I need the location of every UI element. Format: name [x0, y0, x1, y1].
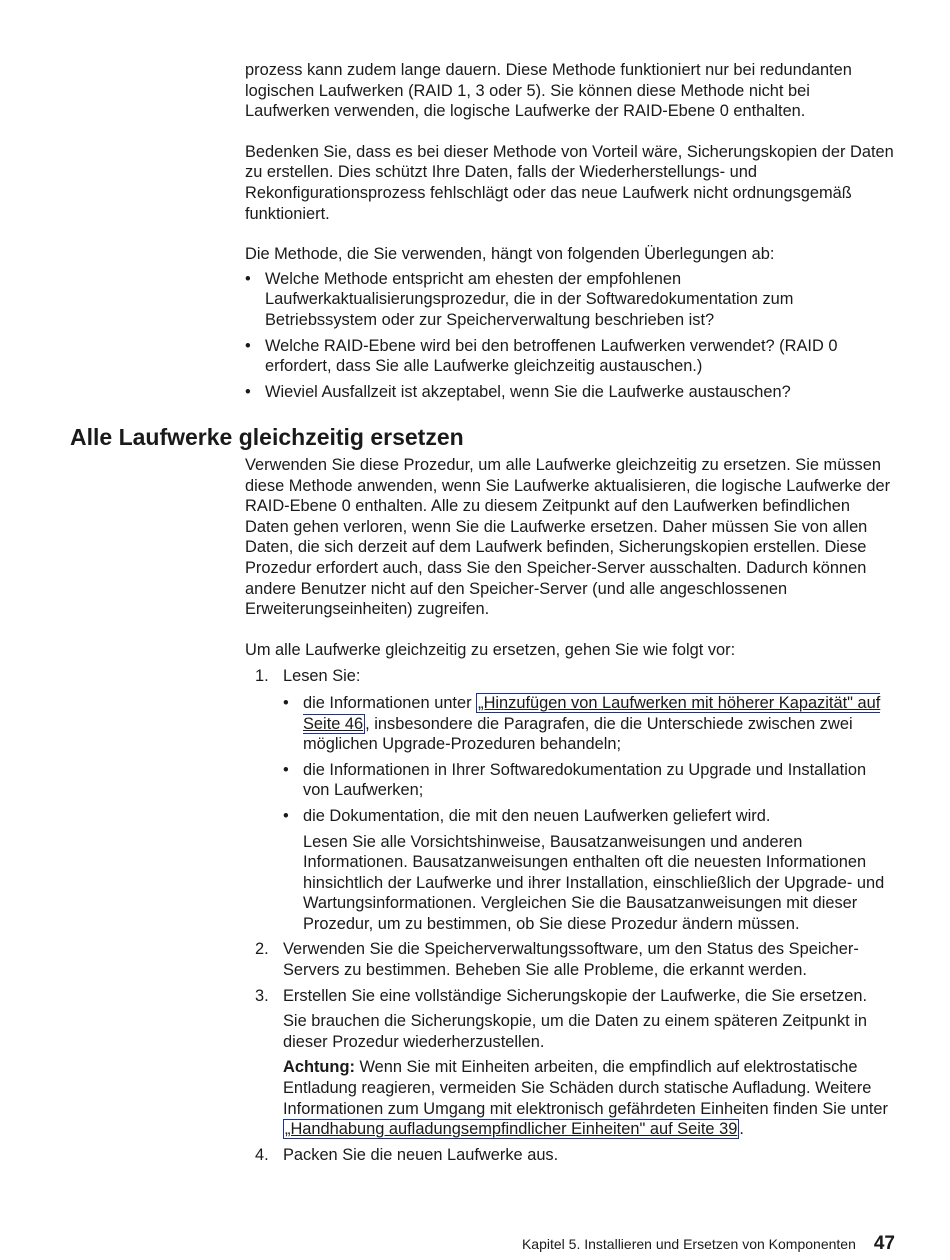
step-number: 1.: [255, 667, 269, 686]
read-list: [283, 693, 895, 935]
list-item: [283, 806, 895, 935]
attention-note: [283, 1057, 895, 1139]
section-paragraph-2: Um alle Laufwerke gleichzeitig zu ersetzen, gehen Sie wie folgt vor:: [245, 640, 736, 659]
list-item: • Wieviel Ausfallzeit ist akzeptabel, wenn Sie die Laufwerke austauschen?: [245, 382, 895, 403]
step-4: [245, 1145, 895, 1166]
intro-paragraph-1: prozess kann zudem lange dauern. Diese Methode funktioniert nur bei redundanten logischen Laufwerken (RAID 1, 3 oder 5). Sie können diese Methode nicht bei Laufwerken verwenden, die logische Laufwerke der RAID-Ebene 0 enthalten.: [245, 61, 852, 121]
bullet-text: , insbesondere die Paragrafen, die die Unterschiede zwischen zwei möglichen Upgrade-Prozeduren behandeln;: [303, 714, 853, 754]
considerations-list: [245, 269, 895, 403]
bullet-text: die Informationen unter: [303, 693, 477, 712]
step-text: Lesen Sie:: [283, 667, 361, 686]
list-item: • Welche Methode entspricht am ehesten der empfohlenen Laufwerkaktualisierungsprozedur, die in der Softwaredokumentation zum Betriebssystem oder zur Speicherverwaltung beschrieben ist?: [245, 269, 895, 331]
attention-end: .: [739, 1120, 744, 1139]
link-esd-handling[interactable]: „Handhabung aufladungsempfindlicher Einheiten" auf Seite 39: [285, 1120, 738, 1139]
list-item: [283, 693, 895, 755]
section-paragraph-1: Verwenden Sie diese Prozedur, um alle Laufwerke gleichzeitig zu ersetzen. Sie müssen diese Methode anwenden, wenn Sie Laufwerke aktualisieren, die logische Laufwerke der RAID-Ebene 0 enthalten. Alle zu diesem Zeitpunkt auf den Laufwerken befindlichen Daten gehen verloren, wenn Sie die Laufwerke ersetzen. Daher müssen Sie von allen Daten, die sich derzeit auf dem Laufwerk befinden, Sicherungskopien erstellen. Diese Prozedur erfordert auch, dass Sie den Speicher-Server ausschalten. Dadurch können andere Benutzer nicht auf den Speicher-Server (und alle angeschlossenen Erweiterungseinheiten) zugreifen.: [245, 456, 891, 619]
link-adding-drives[interactable]: „Hinzufügen von Laufwerken mit höherer Kapazität" auf Seite 46: [303, 693, 881, 733]
step-note: Sie brauchen die Sicherungskopie, um die Daten zu einem späteren Zeitpunkt in dieser Prozedur wiederherzustellen.: [283, 1012, 868, 1051]
step-number: 2.: [255, 940, 269, 959]
step-text: Erstellen Sie eine vollständige Sicherungskopie der Laufwerke, die Sie ersetzen.: [283, 986, 868, 1005]
step-number: 3.: [255, 986, 269, 1005]
list-item: • Welche RAID-Ebene wird bei den betroffenen Laufwerken verwendet? (RAID 0 erfordert, dass Sie alle Laufwerke gleichzeitig austauschen.): [245, 336, 895, 377]
step-1: [245, 666, 895, 934]
intro-paragraph-3: Die Methode, die Sie verwenden, hängt von folgenden Überlegungen ab:: [245, 245, 775, 264]
intro-paragraph-2: Bedenken Sie, dass es bei dieser Methode von Vorteil wäre, Sicherungskopien der Daten zu erstellen. Dies schützt Ihre Daten, falls der Wiederherstellungs- und Rekonfigurationsprozess fehlschlägt oder das neue Laufwerk nicht ordnungsgemäß funktioniert.: [245, 142, 894, 223]
step-2: [245, 939, 895, 980]
list-item: • die Informationen in Ihrer Softwaredokumentation zu Upgrade und Installation von Laufwerken;: [283, 760, 895, 801]
page-footer: [522, 1233, 895, 1255]
section-block: [245, 455, 895, 1170]
page-number: 47: [873, 1233, 895, 1254]
step-3: [245, 986, 895, 1140]
attention-label: Achtung:: [283, 1058, 355, 1077]
step-text: Packen Sie die neuen Laufwerke aus.: [283, 1145, 559, 1164]
intro-block: [245, 60, 895, 407]
chapter-title: Kapitel 5. Installieren und Ersetzen von Komponenten: [521, 1236, 856, 1252]
steps-list: [245, 666, 895, 1165]
step-number: 4.: [255, 1145, 269, 1164]
step-text: Verwenden Sie die Speicherverwaltungssoftware, um den Status des Speicher-Servers zu bestimmen. Beheben Sie alle Probleme, die erkannt werden.: [283, 940, 859, 980]
bullet-text: die Dokumentation, die mit den neuen Laufwerken geliefert wird.: [303, 806, 771, 825]
section-heading: Alle Laufwerke gleichzeitig ersetzen: [70, 424, 464, 450]
attention-text: Wenn Sie mit Einheiten arbeiten, die empfindlich auf elektrostatische Entladung reagieren, vermeiden Sie Schäden durch statische Aufladung. Weitere Informationen zum Umgang mit elektronisch gefährdeten Einheiten finden Sie unter: [283, 1058, 888, 1118]
bullet-note: Lesen Sie alle Vorsichtshinweise, Bausatzanweisungen und anderen Informationen. Bausatzanweisungen enthalten oft die neuesten Informationen hinsichtlich der Laufwerke und ihrer Installation, einschließlich der Upgrade- und Wartungsinformationen. Vergleichen Sie die Bausatzanweisungen mit dieser Prozedur, um zu bestimmen, ob Sie diese Prozedur ändern müssen.: [303, 832, 885, 933]
